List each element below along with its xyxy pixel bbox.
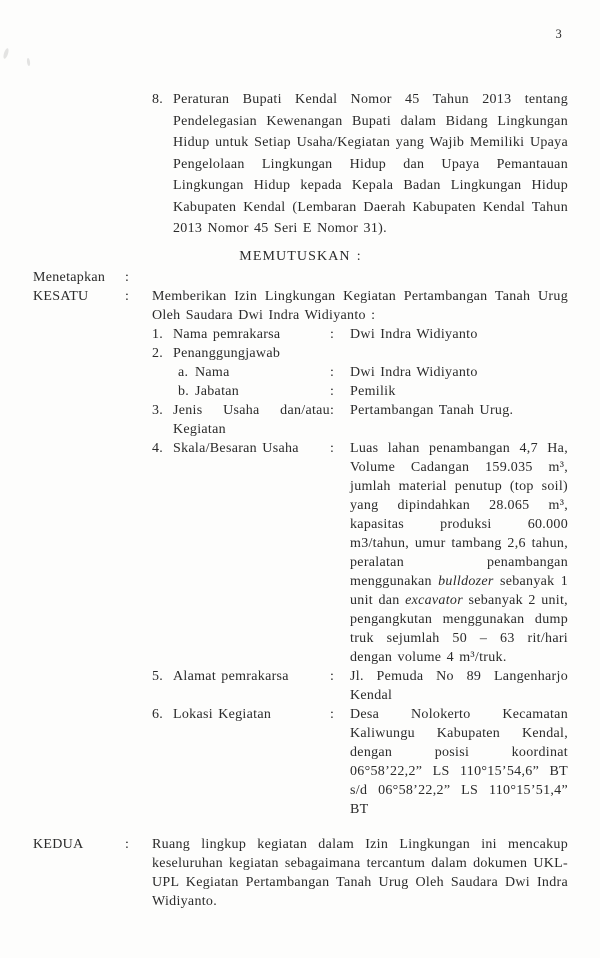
- menetapkan-row: [33, 268, 568, 287]
- clause-item-8: [152, 89, 568, 240]
- item-main-row: [152, 344, 568, 363]
- kedua-row: [33, 835, 568, 911]
- item-number: 5.: [152, 668, 164, 684]
- item-label: Lokasi Kegiatan: [173, 706, 272, 722]
- item-number: 4.: [152, 440, 164, 456]
- kesatu-item-2: [152, 344, 568, 401]
- scan-artifact: [2, 48, 9, 60]
- kesatu-item-4: [152, 439, 568, 667]
- sub-item-number: a.: [178, 364, 189, 380]
- sub-item-colon: :: [330, 364, 335, 380]
- sub-item-a: [152, 363, 568, 382]
- item-number: 6.: [152, 706, 164, 722]
- item-label: Alamat pemrakarsa: [173, 668, 289, 684]
- kesatu-item-5: [152, 667, 568, 705]
- kedua-text: Ruang lingkup kegiatan dalam Izin Lingkungan ini mencakup keseluruhan kegiatan sebagaimana tercantum dalam dokumen UKL-UPL Kegiatan Pertambangan Tanah Urug Oleh Saudara Dwi Indra Widiyanto.: [152, 836, 568, 909]
- item-value: Dwi Indra Widiyanto: [350, 326, 478, 342]
- item-label: Jenis Usaha dan/atau Kegiatan: [173, 402, 330, 437]
- item-colon: :: [330, 706, 335, 722]
- item-colon: :: [330, 402, 335, 418]
- kesatu-content: [152, 287, 568, 819]
- kesatu-item-3: [152, 401, 568, 439]
- item-label: Nama pemrakarsa: [173, 326, 281, 342]
- kesatu-item-1: [152, 325, 568, 344]
- kesatu-item-6: [152, 705, 568, 819]
- item-colon: :: [330, 668, 335, 684]
- menetapkan-colon: :: [125, 269, 130, 285]
- item-label: Skala/Besaran Usaha: [173, 440, 299, 456]
- sub-item-number: b.: [178, 383, 190, 399]
- clause-8-text: Peraturan Bupati Kendal Nomor 45 Tahun 2013 tentang Pendelegasian Kewenangan Bupati dalam Bidang Lingkungan Hidup untuk Setiap Usaha/Kegiatan yang Wajib Memiliki Upaya Pengelolaan Lingkungan Hidup dan Upaya Pemantauan Lingkungan Hidup kepada Kepala Badan Lingkungan Hidup Kabupaten Kendal (Lembaran Daerah Kabupaten Kendal Tahun 2013 Nomor 45 Seri E Nomor 31).: [173, 92, 568, 236]
- item-number: 2.: [152, 345, 164, 361]
- scan-artifact: [26, 58, 30, 66]
- item-colon: :: [330, 326, 335, 342]
- kesatu-row: [33, 287, 568, 819]
- sub-item-label: Nama: [195, 364, 230, 380]
- page-number: 3: [555, 27, 562, 41]
- item-value: Pertambangan Tanah Urug.: [350, 402, 514, 418]
- memutuskan-heading: MEMUTUSKAN :: [239, 248, 362, 264]
- item-colon: :: [330, 440, 335, 456]
- menetapkan-label: Menetapkan: [33, 269, 106, 285]
- kesatu-intro: Memberikan Izin Lingkungan Kegiatan Pertambangan Tanah Urug Oleh Saudara Dwi Indra Widiyanto :: [152, 288, 568, 323]
- kesatu-colon: :: [125, 288, 130, 304]
- kedua-colon: :: [125, 836, 130, 852]
- item-value: Desa Nolokerto Kecamatan Kaliwungu Kabupaten Kendal, dengan posisi koordinat 06°58’22,2” LS 110°15’54,6” BT s/d 06°58’22,2” LS 110°15’51,4” BT: [350, 706, 568, 817]
- kesatu-label: KESATU: [33, 288, 89, 304]
- sub-item-value: Dwi Indra Widiyanto: [350, 364, 478, 380]
- kedua-label: KEDUA: [33, 836, 84, 852]
- item-value: Jl. Pemuda No 89 Langenharjo Kendal: [350, 668, 568, 703]
- kedua-content: [152, 835, 568, 911]
- item-value: Luas lahan penambangan 4,7 Ha, Volume Cadangan 159.035 m³, jumlah material penutup (top soil) yang dipindahkan 28.065 m³, kapasitas produksi 60.000 m3/tahun, umur tambang 2,6 tahun, peralatan penambangan menggunakan bulldozer sebanyak 1 unit dan excavator sebanyak 2 unit, pengangkutan menggunakan dump truk sejumlah 50 – 63 rit/hari dengan volume 4 m³/truk.: [350, 440, 568, 665]
- sub-item-label: Jabatan: [195, 383, 240, 399]
- sub-item-value: Pemilik: [350, 383, 396, 399]
- sub-item-colon: :: [330, 383, 335, 399]
- item-label: Penanggungjawab: [173, 345, 281, 361]
- sub-item-b: [152, 382, 568, 401]
- item-number: 1.: [152, 326, 164, 342]
- clause-8-number: 8.: [152, 92, 164, 107]
- item-number: 3.: [152, 402, 164, 418]
